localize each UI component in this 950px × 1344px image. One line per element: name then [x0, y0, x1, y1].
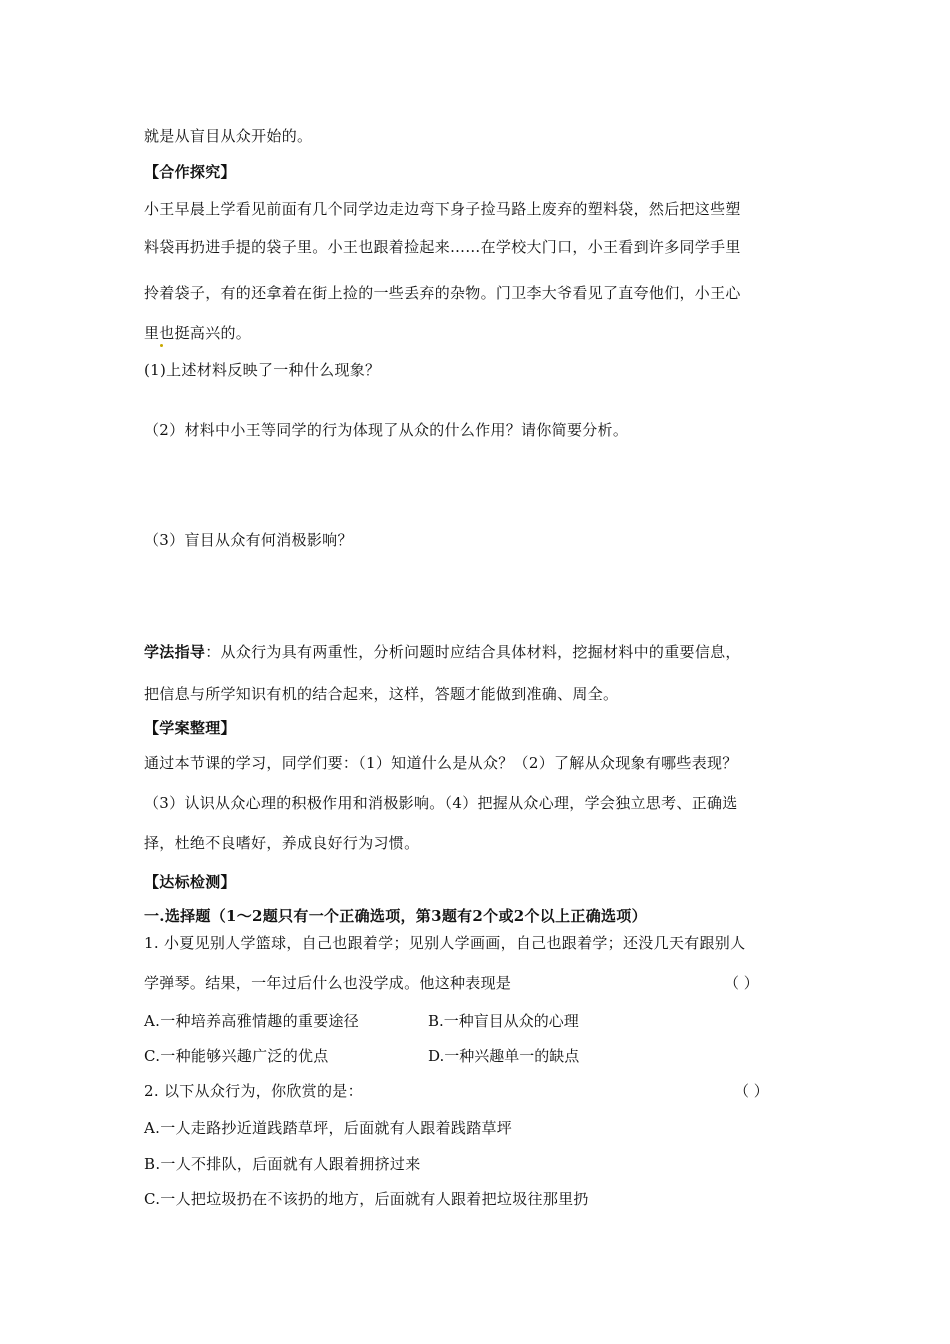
intro-line: 就是从盲目从众开始的。 — [144, 127, 313, 145]
cooperate-para-line-3: 拎着袋子，有的还拿着在街上捡的一些丢弃的杂物。门卫李大爷看见了直夸他们，小王心 — [144, 284, 741, 302]
guide-line-1 — [144, 642, 741, 662]
test-q1-option-c: C.一种能够兴趣广泛的优点 — [144, 1047, 329, 1065]
cooperate-para-line-2: 料袋再扔进手提的袋子里。小王也跟着捡起来……在学校大门口，小王看到许多同学手里 — [144, 238, 741, 256]
test-q1-line-1: 1. 小夏见别人学篮球，自己也跟着学；见别人学画画，自己也跟着学；还没几天有跟别人 — [144, 934, 746, 952]
summary-line-3: 择，杜绝不良嗜好，养成良好行为习惯。 — [144, 834, 420, 852]
test-q2-answer-paren: （ ） — [734, 1082, 769, 1100]
test-q2-line: 2. 以下从众行为，你欣赏的是： — [144, 1082, 363, 1100]
cooperate-para-line-4: 里也挺高兴的。 — [144, 324, 252, 342]
summary-heading: 【学案整理】 — [144, 719, 236, 737]
test-q1-option-a: A.一种培养高雅情趣的重要途径 — [144, 1012, 360, 1030]
choice-section-title: 一.选择题（1～2题只有一个正确选项，第3题有2个或2个以上正确选项） — [144, 907, 647, 925]
question-2: （2）材料中小王等同学的行为体现了从众的什么作用？请你简要分析。 — [144, 421, 629, 439]
question-3: （3）盲目从众有何消极影响？ — [144, 531, 353, 549]
question-1: (1)上述材料反映了一种什么现象？ — [144, 361, 381, 379]
test-q1-option-b: B.一种盲目从众的心理 — [428, 1012, 579, 1030]
test-q2-option-a: A.一人走路抄近道践踏草坪，后面就有人跟着践踏草坪 — [144, 1119, 513, 1137]
test-q2-option-c: C.一人把垃圾扔在不该扔的地方，后面就有人跟着把垃圾往那里扔 — [144, 1190, 589, 1208]
guide-colon: ： — [205, 643, 221, 661]
guide-line-1-text: 从众行为具有两重性，分析问题时应结合具体材料，挖掘材料中的重要信息， — [220, 643, 741, 661]
test-q1-option-d: D.一种兴趣单一的缺点 — [428, 1047, 580, 1065]
test-q2-option-b: B.一人不排队，后面就有人跟着拥挤过来 — [144, 1155, 421, 1173]
test-q1-answer-paren: （ ） — [724, 974, 759, 992]
ink-dot-mark — [160, 344, 163, 347]
cooperate-heading: 【合作探究】 — [144, 163, 236, 181]
guide-label: 学法指导 — [144, 643, 206, 661]
guide-line-2: 把信息与所学知识有机的结合起来，这样，答题才能做到准确、周全。 — [144, 685, 619, 703]
test-heading: 【达标检测】 — [144, 873, 236, 891]
test-q1-line-2: 学弹琴。结果，一年过后什么也没学成。他这种表现是 — [144, 974, 512, 992]
cooperate-para-line-1: 小王早晨上学看见前面有几个同学边走边弯下身子捡马路上废弃的塑料袋，然后把这些塑 — [144, 200, 741, 218]
summary-line-2: （3）认识从众心理的积极作用和消极影响。（4）把握从众心理，学会独立思考、正确选 — [144, 794, 738, 812]
summary-line-1: 通过本节课的学习，同学们要：（1）知道什么是从众？（2）了解从众现象有哪些表现？ — [144, 754, 738, 772]
